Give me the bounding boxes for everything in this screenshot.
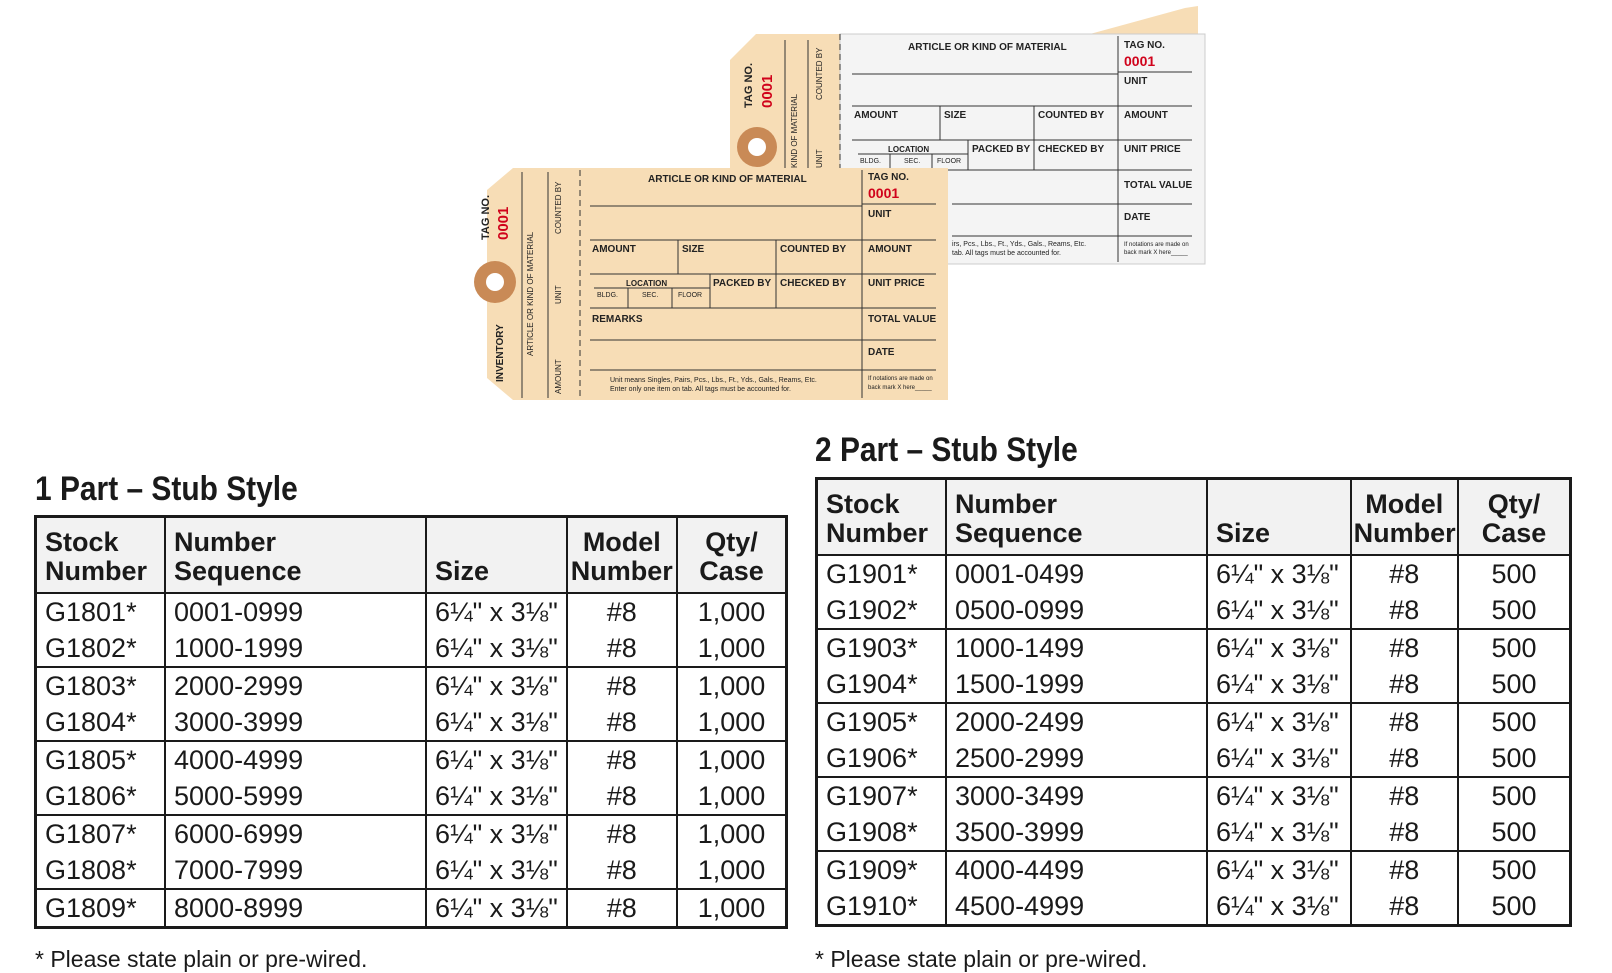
back-stub-tag-no-value: 0001	[759, 74, 776, 108]
stock-number-cell: G1806*	[36, 778, 166, 815]
two-part-header-size: Size	[1207, 479, 1351, 555]
two-part-table	[815, 477, 1572, 927]
stock-number-cell: G1805*	[36, 741, 166, 778]
qty-per-case-cell: 500	[1458, 888, 1570, 926]
size-cell: 6¼" x 3⅛"	[1207, 888, 1351, 926]
one-part-footnote: * Please state plain or pre-wired.	[35, 946, 368, 972]
qty-per-case-cell: 1,000	[677, 815, 786, 852]
qty-per-case-cell: 1,000	[677, 741, 786, 778]
one-part-header-qty: Qty/ Case	[677, 517, 786, 593]
back-article-label: ARTICLE OR KIND OF MATERIAL	[908, 42, 1067, 53]
qty-per-case-cell: 500	[1458, 740, 1570, 777]
two-part-table-row	[817, 888, 1571, 926]
front-stub-inventory: INVENTORY	[495, 324, 506, 382]
back-notation-2: back mark X here_____	[1124, 250, 1188, 256]
front-tag-no-value: 0001	[868, 185, 900, 201]
size-cell: 6¼" x 3⅛"	[426, 593, 567, 630]
front-stub-article: ARTICLE OR KIND OF MATERIAL	[526, 231, 535, 356]
size-cell: 6¼" x 3⅛"	[1207, 629, 1351, 666]
front-notation-1: If notations are made on	[868, 376, 933, 382]
front-tag	[474, 168, 948, 400]
two-part-header-stock: Stock Number	[817, 479, 947, 555]
size-cell: 6¼" x 3⅛"	[1207, 703, 1351, 740]
front-notation-2: back mark X here_____	[868, 385, 932, 391]
size-cell: 6¼" x 3⅛"	[426, 852, 567, 889]
back-checked-by-label: CHECKED BY	[1038, 144, 1105, 155]
model-number-cell: #8	[1351, 888, 1458, 926]
size-cell: 6¼" x 3⅛"	[1207, 814, 1351, 851]
number-sequence-cell: 2000-2999	[165, 667, 426, 704]
stock-number-cell: G1807*	[36, 815, 166, 852]
two-part-header-qty: Qty/ Case	[1458, 479, 1570, 555]
size-cell: 6¼" x 3⅛"	[1207, 666, 1351, 703]
front-packed-by-label: PACKED BY	[713, 278, 772, 289]
two-part-header-model: Model Number	[1351, 479, 1458, 555]
front-stub-amount: AMOUNT	[554, 359, 563, 394]
one-part-table-row	[36, 815, 787, 852]
back-total-value-label: TOTAL VALUE	[1124, 180, 1193, 191]
one-part-table-row	[36, 593, 787, 630]
size-cell: 6¼" x 3⅛"	[426, 889, 567, 928]
one-part-table	[34, 515, 788, 929]
one-part-title: 1 Part – Stub Style	[35, 470, 298, 508]
back-stub-unit: UNIT	[815, 149, 824, 168]
stock-number-cell: G1904*	[817, 666, 947, 703]
qty-per-case-cell: 1,000	[677, 852, 786, 889]
two-part-table-row	[817, 666, 1571, 703]
two-part-table-row	[817, 703, 1571, 740]
two-part-table-row	[817, 555, 1571, 592]
qty-per-case-cell: 500	[1458, 703, 1570, 740]
number-sequence-cell: 0001-0499	[946, 555, 1207, 592]
front-checked-by-label: CHECKED BY	[780, 278, 847, 289]
front-date-label: DATE	[868, 347, 895, 358]
front-stub-counted-by: COUNTED BY	[554, 181, 563, 234]
two-part-table-body	[817, 555, 1571, 926]
model-number-cell: #8	[1351, 851, 1458, 888]
qty-per-case-cell: 1,000	[677, 667, 786, 704]
number-sequence-cell: 3000-3499	[946, 777, 1207, 814]
one-part-table-row	[36, 667, 787, 704]
size-cell: 6¼" x 3⅛"	[1207, 851, 1351, 888]
two-part-header-row	[817, 479, 1571, 555]
number-sequence-cell: 0500-0999	[946, 592, 1207, 629]
one-part-table-row	[36, 778, 787, 815]
stock-number-cell: G1905*	[817, 703, 947, 740]
two-part-table-row	[817, 629, 1571, 666]
number-sequence-cell: 4000-4499	[946, 851, 1207, 888]
model-number-cell: #8	[1351, 703, 1458, 740]
stock-number-cell: G1901*	[817, 555, 947, 592]
two-part-footnote: * Please state plain or pre-wired.	[815, 946, 1148, 972]
model-number-cell: #8	[567, 593, 677, 630]
number-sequence-cell: 5000-5999	[165, 778, 426, 815]
stock-number-cell: G1802*	[36, 630, 166, 667]
front-bldg-label: BLDG.	[597, 292, 619, 299]
qty-per-case-cell: 500	[1458, 666, 1570, 703]
model-number-cell: #8	[567, 630, 677, 667]
qty-per-case-cell: 500	[1458, 814, 1570, 851]
stock-number-cell: G1803*	[36, 667, 166, 704]
back-floor-label: FLOOR	[937, 158, 962, 165]
qty-per-case-cell: 1,000	[677, 778, 786, 815]
model-number-cell: #8	[567, 815, 677, 852]
one-part-header-stock: Stock Number	[36, 517, 166, 593]
model-number-cell: #8	[567, 741, 677, 778]
one-part-table-body	[36, 593, 787, 928]
one-part-header-size: Size	[426, 517, 567, 593]
model-number-cell: #8	[1351, 555, 1458, 592]
number-sequence-cell: 7000-7999	[165, 852, 426, 889]
stock-number-cell: G1801*	[36, 593, 166, 630]
model-number-cell: #8	[567, 778, 677, 815]
size-cell: 6¼" x 3⅛"	[426, 815, 567, 852]
one-part-header-sequence: Number Sequence	[165, 517, 426, 593]
front-tag-no-label: TAG NO.	[868, 172, 909, 183]
number-sequence-cell: 2000-2499	[946, 703, 1207, 740]
model-number-cell: #8	[1351, 592, 1458, 629]
back-location-label: LOCATION	[888, 145, 930, 154]
qty-per-case-cell: 1,000	[677, 630, 786, 667]
back-sec-label: SEC.	[904, 158, 921, 165]
two-part-header-sequence: Number Sequence	[946, 479, 1207, 555]
two-part-title: 2 Part – Stub Style	[815, 431, 1078, 469]
size-cell: 6¼" x 3⅛"	[426, 741, 567, 778]
number-sequence-cell: 1000-1999	[165, 630, 426, 667]
qty-per-case-cell: 500	[1458, 555, 1570, 592]
back-amount-label-right: AMOUNT	[1124, 110, 1168, 121]
front-floor-label: FLOOR	[678, 292, 703, 299]
front-total-value-label: TOTAL VALUE	[868, 314, 937, 325]
stock-number-cell: G1907*	[817, 777, 947, 814]
number-sequence-cell: 1000-1499	[946, 629, 1207, 666]
front-stub-tag-no-value: 0001	[495, 206, 512, 240]
number-sequence-cell: 0001-0999	[165, 593, 426, 630]
one-part-table-row	[36, 889, 787, 928]
back-packed-by-label: PACKED BY	[972, 144, 1031, 155]
back-amount-label: AMOUNT	[854, 110, 898, 121]
model-number-cell: #8	[1351, 740, 1458, 777]
number-sequence-cell: 3500-3999	[946, 814, 1207, 851]
one-part-table-row	[36, 741, 787, 778]
front-remarks-label: REMARKS	[592, 314, 643, 325]
stock-number-cell: G1909*	[817, 851, 947, 888]
qty-per-case-cell: 1,000	[677, 889, 786, 928]
number-sequence-cell: 1500-1999	[946, 666, 1207, 703]
size-cell: 6¼" x 3⅛"	[1207, 740, 1351, 777]
size-cell: 6¼" x 3⅛"	[426, 704, 567, 741]
back-bldg-label: BLDG.	[860, 158, 882, 165]
inventory-tags-illustration	[0, 0, 1612, 410]
back-tag-curl	[1090, 6, 1198, 36]
size-cell: 6¼" x 3⅛"	[1207, 592, 1351, 629]
model-number-cell: #8	[567, 667, 677, 704]
qty-per-case-cell: 500	[1458, 851, 1570, 888]
stock-number-cell: G1809*	[36, 889, 166, 928]
number-sequence-cell: 4000-4999	[165, 741, 426, 778]
two-part-table-row	[817, 851, 1571, 888]
qty-per-case-cell: 1,000	[677, 704, 786, 741]
size-cell: 6¼" x 3⅛"	[426, 667, 567, 704]
front-article-label: ARTICLE OR KIND OF MATERIAL	[648, 174, 807, 185]
stock-number-cell: G1908*	[817, 814, 947, 851]
back-footer-note-2: tab. All tags must be accounted for.	[952, 250, 1061, 257]
front-counted-by-label: COUNTED BY	[780, 244, 847, 255]
qty-per-case-cell: 500	[1458, 777, 1570, 814]
back-tag-no-value: 0001	[1124, 53, 1156, 69]
model-number-cell: #8	[567, 704, 677, 741]
number-sequence-cell: 3000-3999	[165, 704, 426, 741]
back-unit-price-label: UNIT PRICE	[1124, 144, 1181, 155]
front-stub-tag-no-label: TAG NO.	[480, 194, 492, 240]
stock-number-cell: G1903*	[817, 629, 947, 666]
two-part-table-row	[817, 740, 1571, 777]
back-stub-tag-no-label: TAG NO.	[743, 62, 755, 108]
stock-number-cell: G1808*	[36, 852, 166, 889]
stock-number-cell: G1902*	[817, 592, 947, 629]
back-unit-label: UNIT	[1124, 76, 1148, 87]
front-stub-unit: UNIT	[554, 285, 563, 304]
number-sequence-cell: 4500-4999	[946, 888, 1207, 926]
one-part-table-row	[36, 704, 787, 741]
qty-per-case-cell: 1,000	[677, 593, 786, 630]
size-cell: 6¼" x 3⅛"	[426, 630, 567, 667]
number-sequence-cell: 2500-2999	[946, 740, 1207, 777]
size-cell: 6¼" x 3⅛"	[1207, 555, 1351, 592]
front-sec-label: SEC.	[642, 292, 659, 299]
one-part-table-row	[36, 630, 787, 667]
back-stub-counted-by: COUNTED BY	[815, 47, 824, 100]
size-cell: 6¼" x 3⅛"	[426, 778, 567, 815]
stock-number-cell: G1906*	[817, 740, 947, 777]
qty-per-case-cell: 500	[1458, 592, 1570, 629]
model-number-cell: #8	[1351, 814, 1458, 851]
model-number-cell: #8	[1351, 777, 1458, 814]
stock-number-cell: G1910*	[817, 888, 947, 926]
back-stub-article: KIND OF MATERIAL	[790, 93, 799, 168]
front-amount-label-right: AMOUNT	[868, 244, 912, 255]
back-size-label: SIZE	[944, 110, 967, 121]
model-number-cell: #8	[1351, 666, 1458, 703]
one-part-header-row	[36, 517, 787, 593]
stock-number-cell: G1804*	[36, 704, 166, 741]
two-part-table-row	[817, 592, 1571, 629]
number-sequence-cell: 8000-8999	[165, 889, 426, 928]
front-footer-note-1: Unit means Singles, Pairs, Pcs., Lbs., Ft., Yds., Gals., Reams, Etc.	[610, 377, 817, 384]
qty-per-case-cell: 500	[1458, 629, 1570, 666]
one-part-table-row	[36, 852, 787, 889]
two-part-table-row	[817, 777, 1571, 814]
front-amount-label: AMOUNT	[592, 244, 636, 255]
one-part-header-model: Model Number	[567, 517, 677, 593]
back-footer-note-1: irs, Pcs., Lbs., Ft., Yds., Gals., Reams, Etc.	[952, 241, 1087, 248]
front-unit-label: UNIT	[868, 209, 892, 220]
model-number-cell: #8	[567, 852, 677, 889]
front-location-label: LOCATION	[626, 279, 668, 288]
back-date-label: DATE	[1124, 212, 1151, 223]
back-tag-no-label: TAG NO.	[1124, 40, 1165, 51]
size-cell: 6¼" x 3⅛"	[1207, 777, 1351, 814]
front-unit-price-label: UNIT PRICE	[868, 278, 925, 289]
two-part-table-row	[817, 814, 1571, 851]
front-footer-note-2: Enter only one item on tab. All tags must be accounted for.	[610, 386, 791, 393]
back-counted-by-label: COUNTED BY	[1038, 110, 1105, 121]
number-sequence-cell: 6000-6999	[165, 815, 426, 852]
model-number-cell: #8	[1351, 629, 1458, 666]
front-size-label: SIZE	[682, 244, 705, 255]
model-number-cell: #8	[567, 889, 677, 928]
back-notation-1: If notations are made on	[1124, 242, 1189, 248]
